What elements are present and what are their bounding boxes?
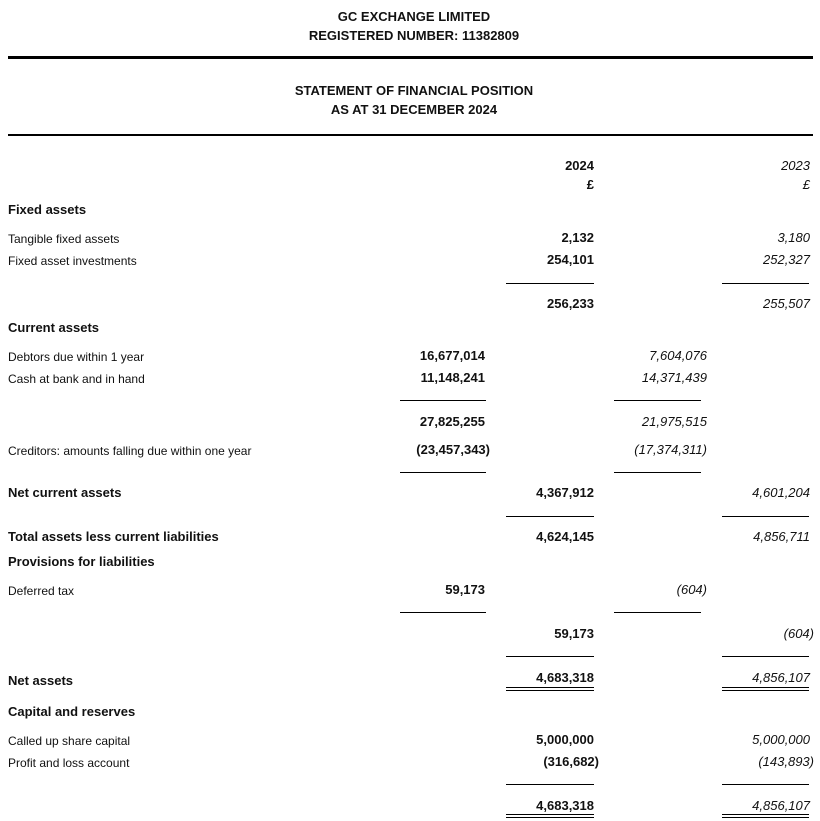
col-2024-currency: £ bbox=[586, 177, 594, 192]
net-assets-2024: 4,683,318 bbox=[536, 670, 594, 685]
cash-2024: 11,148,241 bbox=[420, 370, 485, 385]
row-label-net-assets: Net assets bbox=[8, 673, 74, 688]
profit-loss-2024: (316,682) bbox=[543, 754, 599, 769]
rule-net-assets-top-2024 bbox=[506, 656, 594, 657]
share-capital-2023: 5,000,000 bbox=[752, 732, 810, 747]
rule-ca-subtotal-2023 bbox=[614, 400, 701, 401]
net-current-assets-2024: 4,367,912 bbox=[536, 485, 594, 500]
rule-net-assets-dbl1-2024 bbox=[506, 687, 594, 688]
creditors-2024: (23,457,343) bbox=[416, 442, 490, 457]
rule-cr-total-dbl2-2024 bbox=[506, 817, 594, 818]
section-fixed-assets: Fixed assets bbox=[8, 202, 87, 217]
rule-fixed-total-2024 bbox=[506, 283, 594, 284]
col-2023-currency: £ bbox=[802, 177, 810, 192]
talcl-2024: 4,624,145 bbox=[536, 529, 594, 544]
cash-2023: 14,371,439 bbox=[641, 370, 707, 385]
col-2023-year: 2023 bbox=[781, 158, 810, 173]
ca-subtotal-2023: 21,975,515 bbox=[641, 414, 707, 429]
profit-loss-2023: (143,893) bbox=[758, 754, 814, 769]
provisions-total-2023: (604) bbox=[783, 626, 814, 641]
fixed-total-2024: 256,233 bbox=[547, 296, 594, 311]
share-capital-2024: 5,000,000 bbox=[536, 732, 594, 747]
rule-ca-subtotal-2024 bbox=[400, 400, 486, 401]
investments-2023: 252,327 bbox=[763, 252, 810, 267]
title-rule bbox=[8, 134, 813, 136]
header-rule bbox=[8, 56, 813, 59]
row-label-creditors: Creditors: amounts falling due within one year bbox=[8, 444, 252, 458]
creditors-2023: (17,374,311) bbox=[634, 442, 707, 457]
fixed-total-2023: 255,507 bbox=[763, 296, 810, 311]
rule-provisions-2024 bbox=[400, 612, 486, 613]
registered-number: REGISTERED NUMBER: 11382809 bbox=[308, 28, 520, 43]
rule-net-assets-dbl1-2023 bbox=[722, 687, 809, 688]
row-label-cash: Cash at bank and in hand bbox=[8, 372, 145, 386]
net-current-assets-2023: 4,601,204 bbox=[752, 485, 810, 500]
row-label-deferred-tax: Deferred tax bbox=[8, 584, 75, 598]
section-capital-reserves: Capital and reserves bbox=[8, 704, 136, 719]
row-label-profit-loss: Profit and loss account bbox=[8, 756, 130, 770]
talcl-2023: 4,856,711 bbox=[753, 529, 810, 544]
rule-talcl-2024 bbox=[506, 516, 594, 517]
rule-creditors-2024 bbox=[400, 472, 486, 473]
statement-title: STATEMENT OF FINANCIAL POSITION bbox=[294, 83, 534, 98]
debtors-2023: 7,604,076 bbox=[649, 348, 707, 363]
rule-cr-total-dbl2-2023 bbox=[722, 817, 809, 818]
cr-total-2024: 4,683,318 bbox=[536, 798, 594, 813]
rule-net-assets-dbl2-2024 bbox=[506, 690, 594, 691]
row-label-total-assets-less-cl: Total assets less current liabilities bbox=[8, 529, 219, 544]
col-2024-year: 2024 bbox=[565, 158, 594, 173]
debtors-2024: 16,677,014 bbox=[419, 348, 485, 363]
rule-cr-total-top-2023 bbox=[722, 784, 809, 785]
statement-date: AS AT 31 DECEMBER 2024 bbox=[330, 102, 498, 117]
deferred-tax-2024: 59,173 bbox=[445, 582, 485, 597]
section-current-assets: Current assets bbox=[8, 320, 100, 335]
rule-net-assets-dbl2-2023 bbox=[722, 690, 809, 691]
provisions-total-2024: 59,173 bbox=[554, 626, 594, 641]
rule-fixed-total-2023 bbox=[722, 283, 809, 284]
tangible-2024: 2,132 bbox=[561, 230, 594, 245]
row-label-investments: Fixed asset investments bbox=[8, 254, 137, 268]
net-assets-2023: 4,856,107 bbox=[752, 670, 810, 685]
rule-net-assets-top-2023 bbox=[722, 656, 809, 657]
row-label-net-current-assets: Net current assets bbox=[8, 485, 122, 500]
tangible-2023: 3,180 bbox=[777, 230, 810, 245]
cr-total-2023: 4,856,107 bbox=[752, 798, 810, 813]
rule-provisions-2023 bbox=[614, 612, 701, 613]
rule-cr-total-dbl1-2024 bbox=[506, 814, 594, 815]
rule-cr-total-dbl1-2023 bbox=[722, 814, 809, 815]
section-provisions: Provisions for liabilities bbox=[8, 554, 155, 569]
deferred-tax-2023: (604) bbox=[676, 582, 707, 597]
ca-subtotal-2024: 27,825,255 bbox=[419, 414, 485, 429]
investments-2024: 254,101 bbox=[547, 252, 594, 267]
row-label-debtors: Debtors due within 1 year bbox=[8, 350, 145, 364]
rule-cr-total-top-2024 bbox=[506, 784, 594, 785]
rule-creditors-2023 bbox=[614, 472, 701, 473]
rule-talcl-2023 bbox=[722, 516, 809, 517]
row-label-tangible: Tangible fixed assets bbox=[8, 232, 120, 246]
row-label-share-capital: Called up share capital bbox=[8, 734, 131, 748]
company-name: GC EXCHANGE LIMITED bbox=[337, 9, 491, 24]
